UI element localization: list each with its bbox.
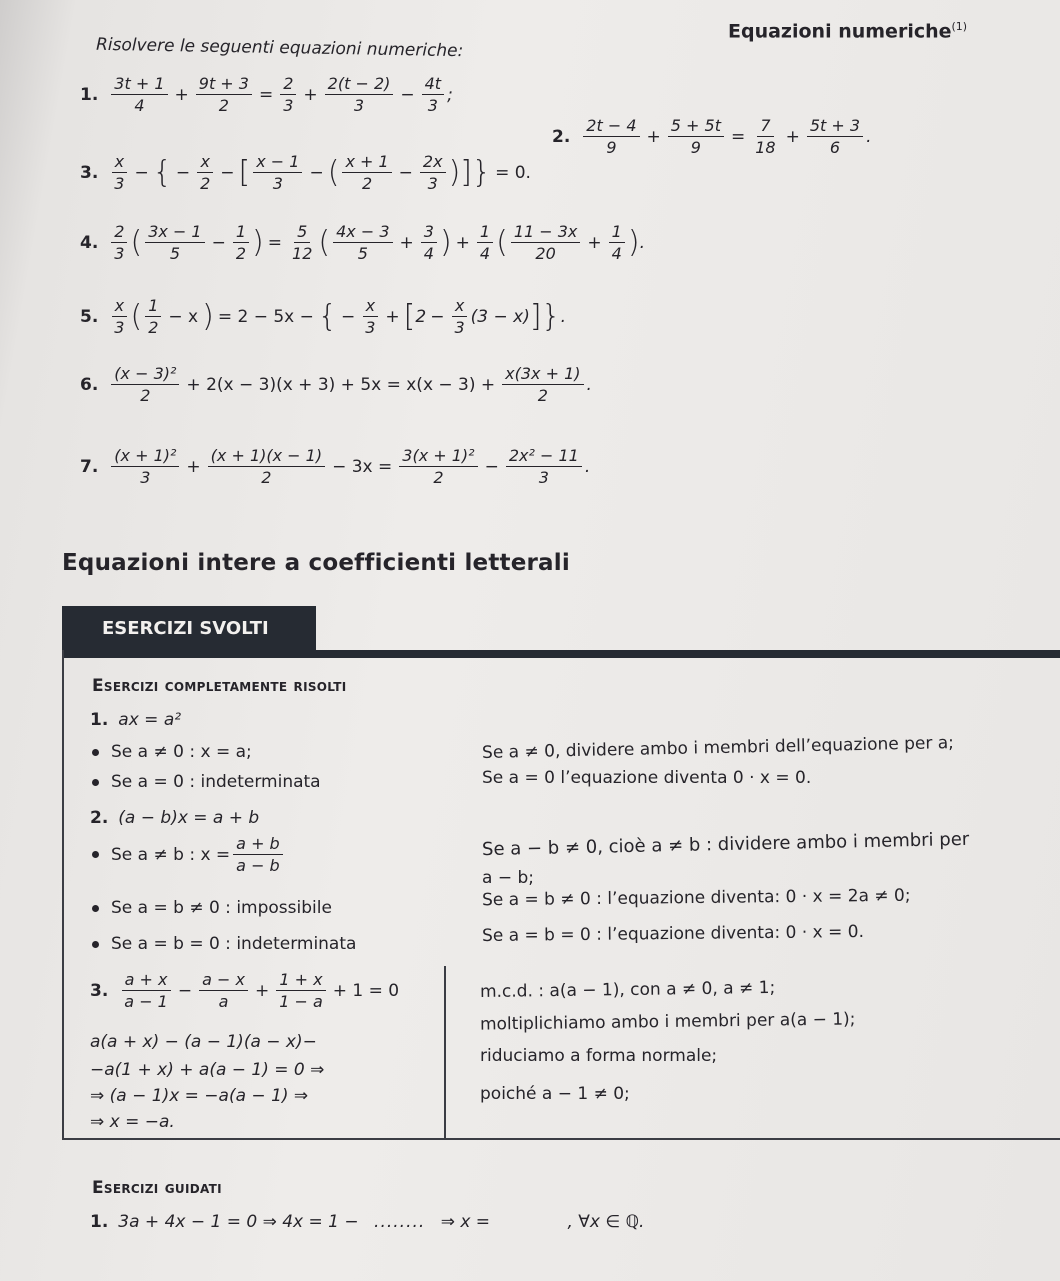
- solved-1-bullet-1: [92, 742, 252, 762]
- bullet-text: Se a = 0 : indeterminata: [111, 772, 321, 792]
- solved-exercises-tab: ESERCIZI SVOLTI: [62, 606, 316, 650]
- solved-eq: (a − b)x = a + b: [118, 808, 260, 828]
- guided-eq-part-1: 3a + 4x − 1 = 0 ⇒ 4x = 1 −: [118, 1212, 359, 1232]
- solved-3-step-3: −a(1 + x) + a(a − 1) = 0 ⇒: [90, 1060, 325, 1080]
- solved-3-equation: 3. $\frac{a + x}{a - 1}$ − $\frac{a - x}{a}$ + $\frac{1 + x}{1 - a}$ + 1 = 0: [90, 970, 400, 1011]
- exercise-4: 4. $\frac{2}{3}$ ( $\frac{3x - 1}{5}$ − $\frac{1}{2}$ ) = $\frac{5}{12}$ ( $\frac{4x - 3}{5}$ + $\frac{3}{4}$ ) + $\frac{1}{4}$ ( $\frac{11 - 3x}{20}$ + $\frac{1}{4}$ ) .: [80, 222, 645, 263]
- solved-3-reason-3: riduciamo a forma normale;: [480, 1046, 718, 1066]
- solved-1-reason-1: Se a ≠ 0, dividere ambo i membri dell’equazione per a;: [481, 733, 955, 763]
- bullet-text: Se a ≠ b : x =: [111, 844, 231, 865]
- solved-2-reason-1b: a − b;: [482, 868, 534, 888]
- exercise-number: 4.: [80, 232, 99, 253]
- guided-1: [90, 1212, 644, 1232]
- exercise-3: 3. $\frac{x}{3}$ − { − $\frac{x}{2}$ − [ $\frac{x - 1}{3}$ − ( $\frac{x + 1}{2}$ − $\frac{2x}{3}$ )]} = 0.: [80, 152, 531, 193]
- solved-number: 1.: [90, 710, 109, 730]
- box-bottom-rule: [62, 1138, 1060, 1140]
- solved-3-step-4: ⇒ (a − 1)x = −a(a − 1) ⇒: [90, 1086, 309, 1106]
- fraction-numerator: a + b: [233, 834, 283, 855]
- solved-number: 2.: [90, 808, 109, 828]
- exercise-7: 7. $\frac{\text{(x + 1)²}}{3}$ + $\frac{(x + 1)(x - 1)}{2}$ − 3x = $\frac{\text{3(x + 1)²}}{2}$ − $\frac{\text{2x² − 11}}{3}$ .: [80, 446, 591, 487]
- guided-eq-part-2: ⇒ x =: [440, 1212, 491, 1232]
- footnote-mark: (1): [951, 20, 968, 33]
- exercise-number: 5.: [80, 306, 99, 327]
- solved-2-equation: [90, 808, 259, 828]
- subsection-title-solved: Esercizi completamente risolti: [92, 676, 347, 696]
- exercise-1: 1. $\frac{3t + 1}{4}$ + $\frac{9t + 3}{2}$ = $\frac{2}{3}$ + $\frac{2(t - 2)}{3}$ − $\frac{4t}{3}$ ;: [80, 74, 453, 115]
- solved-2-bullet-1: [92, 834, 286, 875]
- page-title-text: Equazioni numeriche: [728, 20, 952, 43]
- exercise-number: 6.: [80, 374, 99, 395]
- exercise-number: 1.: [80, 84, 99, 105]
- solved-1-bullet-2: [92, 772, 321, 792]
- solved-3-reason-1: m.c.d. : a(a − 1), con a ≠ 0, a ≠ 1;: [479, 977, 776, 1003]
- solved-1-reason-2: Se a = 0 l’equazione diventa 0 · x = 0.: [482, 768, 812, 788]
- solved-2-bullet-2: [92, 898, 332, 918]
- exercise-number: 7.: [80, 456, 99, 477]
- box-divider: [444, 966, 446, 1140]
- solved-2-bullet-3: [92, 934, 356, 954]
- exercise-5: 5. $\frac{x}{3}$ ( $\frac{1}{2}$ − x ) = 2 − 5x − { − $\frac{x}{3}$ + [ 2 − $\frac{x}{3}$ (3 − x) ]} .: [80, 296, 567, 337]
- guided-number: 1.: [90, 1212, 109, 1232]
- solved-3-reason-2: moltiplichiamo ambo i membri per a(a − 1);: [479, 1009, 856, 1035]
- solved-3-reason-4: poiché a − 1 ≠ 0;: [480, 1084, 630, 1104]
- solved-eq: ax = a²: [118, 710, 182, 730]
- page-title: [728, 20, 967, 42]
- exercise-6: 6. $\frac{\text{(x − 3)²}}{2}$ + 2(x − 3)(x + 3) + 5x = x(x − 3) + $\frac{x(3x + 1)}{2}$ .: [80, 364, 592, 405]
- solved-2-reason-1: Se a − b ≠ 0, cioè a ≠ b : dividere ambo i membri per: [481, 828, 970, 861]
- bullet-text: Se a = b = 0 : indeterminata: [111, 934, 357, 954]
- exercise-2: 2. $\frac{2t - 4}{9}$ + $\frac{5 + 5t}{9}$ = $\frac{7}{18}$ + $\frac{5t + 3}{6}$ .: [552, 116, 872, 157]
- box-left-border: [62, 650, 64, 1140]
- section-title: Equazioni intere a coefficienti letterali: [62, 550, 570, 576]
- solved-2-reason-3: Se a = b = 0 : l’equazione diventa: 0 · x = 0.: [481, 922, 865, 946]
- fraction-denominator: a − b: [236, 856, 280, 875]
- bullet-text: Se a = b ≠ 0 : impossibile: [111, 898, 332, 918]
- solved-3-step-5: ⇒ x = −a.: [90, 1112, 175, 1132]
- exercise-number: 3.: [80, 162, 99, 183]
- solved-1-equation: [90, 710, 181, 730]
- section-band: [62, 650, 1060, 658]
- subsection-title-guided: Esercizi guidati: [92, 1178, 222, 1198]
- guided-eq-part-3: , ∀x ∈ ℚ.: [567, 1212, 645, 1232]
- exercise-number: 2.: [552, 126, 571, 147]
- bullet-text: Se a ≠ 0 : x = a;: [111, 742, 252, 762]
- instruction-text: Risolvere le seguenti equazioni numeriche:: [95, 34, 464, 62]
- blank-dots: ........: [374, 1212, 426, 1232]
- solved-3-step-2: a(a + x) − (a − 1)(a − x)−: [90, 1032, 317, 1052]
- solved-2-reason-2: Se a = b ≠ 0 : l’equazione diventa: 0 · x = 2a ≠ 0;: [481, 885, 911, 911]
- solved-number: 3.: [90, 980, 109, 1001]
